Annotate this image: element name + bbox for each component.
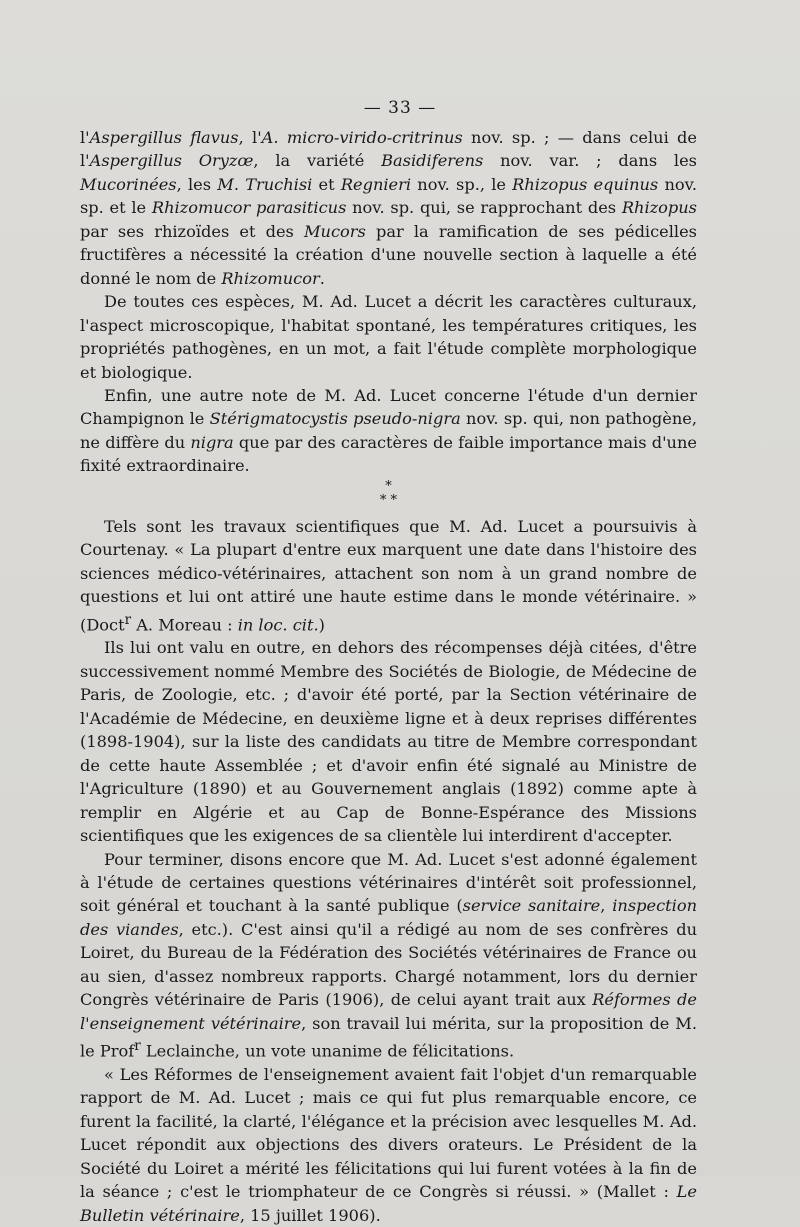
page-number: — 33 — bbox=[363, 98, 437, 118]
paragraph-works-summary: Tels sont les travaux scientifiques que M. Ad. Lucet a poursuivis à Courtenay. « La plupart d'entre eux marquent une date dans l'histoire des sciences médico-vétérinaires, attachent son nom à un grand nombre de questions et lui ont attiré une haute estime dans le monde vétérinaire. » (Doct$^r$ A. Moreau : in loc. cit.) bbox=[80, 516, 697, 634]
paragraph-honors: Ils lui ont valu en outre, en dehors des récompenses déjà citées, d'être successivement nommé Membre des Sociétés de Biologie, de Médecine de Paris, de Zoologie, etc. ; d'avoir été porté, par la Section vétérinaire de l'Académie de Médecine, en deuxième ligne et à deux reprises différentes (1898-1904), sur la liste des candidats au titre de Membre correspondant de cette haute Assemblée ; et d'avoir enfin été signalé au Ministre de l'Agriculture (1890) et au Gouvernement anglais (1892) comme apte à remplir en Algérie et au Cap de Bonne-Espérance des Missions scientifiques que les exigences de sa clientèle lui interdirent d'accepter. bbox=[80, 638, 697, 846]
paragraph-species-study: De toutes ces espèces, M. Ad. Lucet a décrit les caractères culturaux, l'aspect microscopique, l'habitat spontané, les températures critiques, les propriétés pathogènes, en un mot, a fait l'étude complète morphologique et biologique. bbox=[80, 292, 697, 382]
separator-top-star: * bbox=[385, 478, 392, 494]
paragraph-veterinary-questions: Pour terminer, disons encore que M. Ad. Lucet s'est adonné également à l'étude de certaines questions vétérinaires d'intérêt soit professionnel, soit général et touchant à la santé publique (service sanitaire, inspection des viandes, etc.). C'est ainsi qu'il a rédigé au nom de ses confrères du Loiret, du Bureau de la Fédération des Sociétés vétérinaires de France ou au sien, d'assez nombreux rapports. Chargé notamment, lors du dernier Congrès vétérinaire de Paris (1906), de celui ayant trait aux Réformes de l'enseignement vétérinaire, son travail lui mérita, sur la proposition de M. le Prof$^r$ Leclainche, un vote unanime de félicitations. bbox=[80, 849, 698, 1061]
page-body bbox=[80, 126, 697, 1227]
paragraph-species-list: l'Aspergillus flavus, l'A. micro-virido-critrinus nov. sp. ; — dans celui de l'Aspergillus Oryzœ, la variété Basidiferens nov. var. ; dans les Mucorinées, les M. Truchisi et Regnieri nov. sp., le Rhizopus equinus nov. sp. et le Rhizomucor parasiticus nov. sp. qui, se rapprochant des Rhizopus par ses rhizoïdes et des Mucors par la ramification de ses pédicelles fructifères a nécessité la création d'une nouvelle section à laquelle a été donné le nom de Rhizomucor. bbox=[80, 128, 698, 288]
section-separator bbox=[80, 480, 697, 508]
separator-bottom-stars: * * bbox=[379, 492, 398, 508]
paragraph-last-note: Enfin, une autre note de M. Ad. Lucet concerne l'étude d'un dernier Champignon le Stérigmatocystis pseudo-nigra nov. sp. qui, non pathogène, ne diffère du nigra que par des caractères de faible importance mais d'une fixité extraordinaire. bbox=[80, 385, 698, 476]
paragraph-quote-mallet: « Les Réformes de l'enseignement avaient fait l'objet d'un remarquable rapport de M. Ad. Lucet ; mais ce qui fut plus remarquable encore, ce furent la facilité, la clarté, l'élégance et la précision avec lesquelles M. Ad. Lucet répondit aux objections des divers orateurs. Le Président de la Société du Loiret a mérité les félicitations qui lui furent votées à la fin de la séance ; c'est le triomphateur de ce Congrès si réussi. » (Mallet : Le Bulletin vétérinaire, 15 juillet 1906). bbox=[80, 1065, 697, 1225]
